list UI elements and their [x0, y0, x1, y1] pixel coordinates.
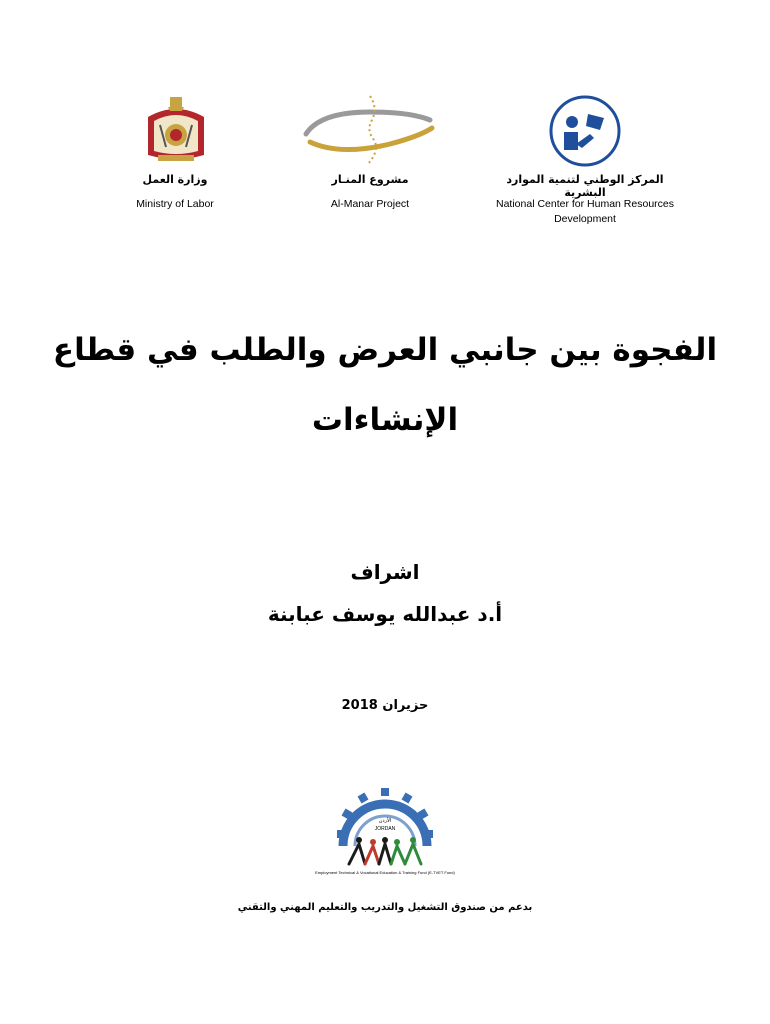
ministry-english-name: Ministry of Labor	[136, 198, 214, 210]
ministry-logo	[140, 95, 212, 167]
center-english-name-line2: Development	[554, 213, 616, 225]
fund-logo	[315, 788, 455, 880]
nchrd-circle-icon	[548, 94, 622, 168]
support-statement: بدعم من صندوق التشغيل والتدريب والتعليم المهني والتقني	[237, 902, 533, 913]
fund-logo-caption: Employment Technical & Vocational Education & Training Fund (E-TVET Fund)	[315, 870, 455, 875]
ministry-arabic-name: وزارة العمل	[142, 173, 208, 186]
supervision-label: اشراف	[350, 560, 420, 584]
center-english-name-line1: National Center for Human Resources	[496, 198, 674, 210]
jordan-coat-of-arms-icon	[140, 95, 212, 167]
supervisor-name: أ.د عبدالله يوسف عبابنة	[267, 602, 503, 626]
fund-logo-english: JORDAN	[374, 826, 396, 832]
project-arabic-name: مشروع المنـار	[331, 173, 409, 186]
al-manar-swoosh-icon	[300, 90, 440, 170]
center-logo	[548, 94, 622, 168]
project-english-name: Al-Manar Project	[330, 198, 410, 210]
report-title-line1: الفجوة بين جانبي العرض والطلب في قطاع	[52, 332, 718, 368]
report-date: حزيران 2018	[341, 698, 429, 713]
project-logo	[300, 90, 440, 170]
center-arabic-name: المركز الوطني لتنمية الموارد البشرية	[506, 173, 664, 199]
fund-logo-arabic: الأردن	[378, 818, 392, 824]
report-title-line2: الإنشاءات	[311, 402, 459, 438]
